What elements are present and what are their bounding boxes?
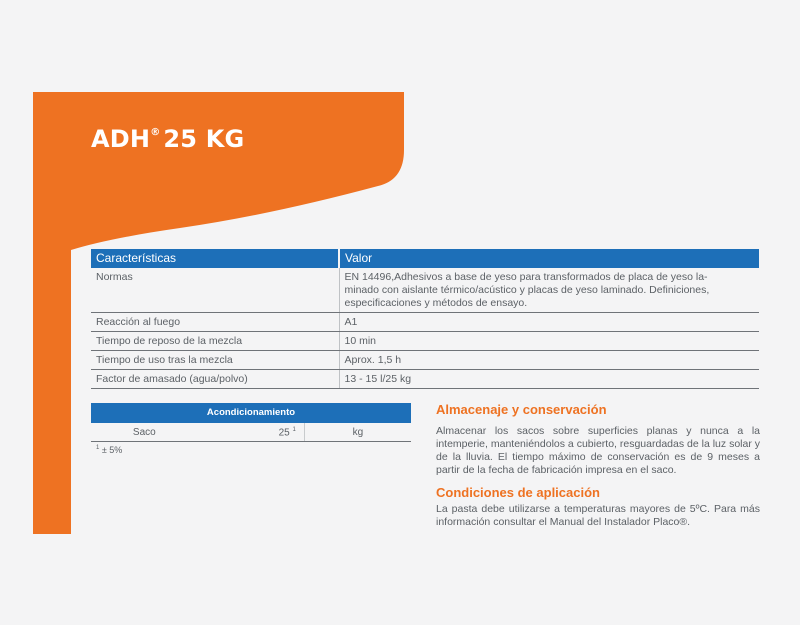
- table-row: [91, 423, 411, 442]
- row-name: Factor de amasado (agua/polvo): [91, 370, 339, 389]
- row-value: Aprox. 1,5 h: [339, 351, 759, 370]
- table-row: [91, 370, 759, 389]
- row-value: 13 - 15 l/25 kg: [339, 370, 759, 389]
- row-name: Normas: [91, 268, 339, 313]
- row-value: 10 min: [339, 332, 759, 351]
- product-weight: 25 KG: [163, 125, 245, 153]
- header-characteristics: Características: [91, 249, 339, 268]
- footnote-text: ± 5%: [101, 445, 123, 455]
- application-text: La pasta debe utilizarse a temperaturas mayores de 5ºC. Para más información consultar el Manual del Instalador Placo®.: [436, 503, 760, 528]
- package-footnote-mark: 1: [292, 427, 296, 433]
- package-value-cell: [198, 423, 305, 442]
- row-value: A1: [339, 313, 759, 332]
- product-title: [91, 125, 244, 153]
- package-value: 25: [278, 427, 290, 439]
- registered-mark: ®: [150, 127, 161, 138]
- package-label: Saco: [91, 423, 198, 442]
- package-unit: kg: [304, 423, 411, 442]
- storage-text: Almacenar los sacos sobre superficies planas y nunca a la intemperie, manteniéndolos a cubierto, resguardadas de la luz solar y de la lluvia. El tiempo máximo de conservación es de 9 meses a partir de la fecha de fabricación impresa en el saco.: [436, 425, 760, 476]
- row-value: [339, 268, 759, 313]
- characteristics-table: [91, 249, 759, 389]
- conditioning-header-row: [91, 403, 411, 423]
- table-row: [91, 268, 759, 313]
- row-name: Reacción al fuego: [91, 313, 339, 332]
- row-name: Tiempo de uso tras la mezcla: [91, 351, 339, 370]
- product-name: ADH: [91, 125, 151, 153]
- table-row: [91, 332, 759, 351]
- conditioning-table: [91, 403, 411, 442]
- header-value: Valor: [339, 249, 759, 268]
- application-title: Condiciones de aplicación: [436, 485, 600, 500]
- conditioning-header: Acondicionamiento: [91, 403, 411, 423]
- row-name: Tiempo de reposo de la mezcla: [91, 332, 339, 351]
- table-row: [91, 313, 759, 332]
- table-row: [91, 351, 759, 370]
- norms-value: EN 14496,Adhesivos a base de yeso para transformados de placa de yeso la- minado con aislante térmico/acústico y placas de yeso laminado. Definiciones, especificaciones y métodos de ensayo.: [344, 271, 710, 309]
- footnote-mark: 1: [96, 445, 100, 451]
- characteristics-header-row: [91, 249, 759, 268]
- conditioning-footnote: [96, 445, 122, 455]
- storage-title: Almacenaje y conservación: [436, 402, 607, 417]
